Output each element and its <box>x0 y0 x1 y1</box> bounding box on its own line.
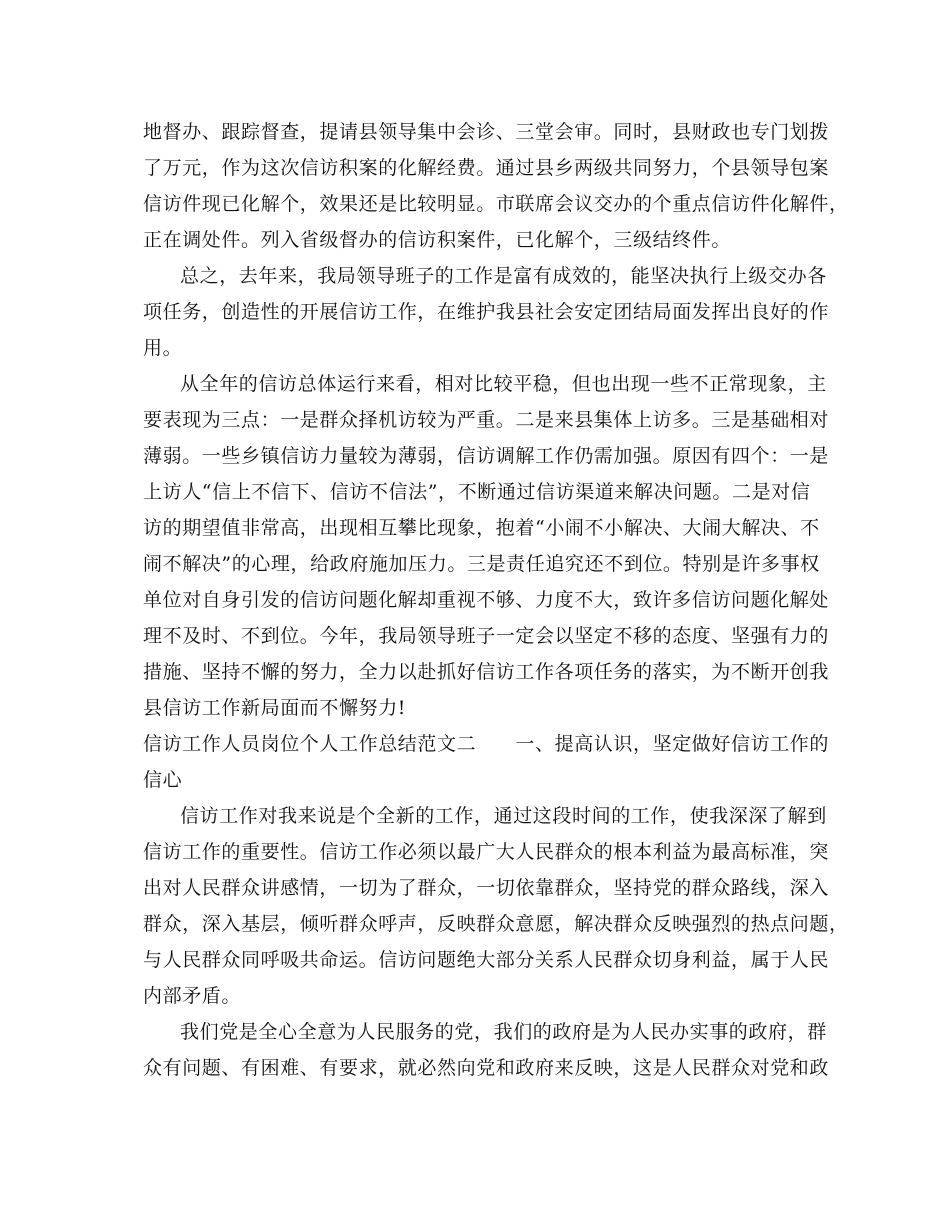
text-line: 措施、坚持不懈的努力，全力以赴抓好信访工作各项任务的落实，为不断开创我 <box>143 661 830 683</box>
text-line: 县信访工作新局面而不懈努力! <box>143 697 407 719</box>
text-line: 薄弱。一些乡镇信访力量较为薄弱，信访调解工作仍需加强。原因有四个：一是 <box>143 445 830 467</box>
text-line: 出对人民群众讲感情，一切为了群众，一切依靠群众，坚持党的群众路线，深入 <box>143 877 830 899</box>
section-title-line: 信访工作人员岗位个人工作总结范文二 一、提高认识，坚定做好信访工作的 <box>143 733 830 755</box>
text-line: 要表现为三点：一是群众择机访较为严重。二是来县集体上访多。三是基础相对 <box>143 409 830 431</box>
text-line: 访的期望值非常高，出现相互攀比现象，抱着“小闹不小解决、大闹大解决、不 <box>143 517 820 539</box>
text-line: 了万元，作为这次信访积案的化解经费。通过县乡两级共同努力，个县领导包案 <box>143 157 830 179</box>
text-line: 信访工作的重要性。信访工作必须以最广大人民群众的根本利益为最高标准，突 <box>143 841 830 863</box>
text-line: 众有问题、有困难、有要求，就必然向党和政府来反映，这是人民群众对党和政 <box>143 1057 830 1079</box>
text-line: 内部矛盾。 <box>143 985 242 1007</box>
text-line: 信访工作对我来说是个全新的工作，通过这段时间的工作，使我深深了解到 <box>180 805 827 827</box>
text-line: 正在调处件。列入省级督办的信访积案件，已化解个，三级结终件。 <box>143 229 732 251</box>
text-line: 总之，去年来，我局领导班子的工作是富有成效的，能坚决执行上级交办各 <box>180 265 827 287</box>
text-line: 群众，深入基层，倾听群众呼声，反映群众意愿，解决群众反映强烈的热点问题， <box>143 913 849 935</box>
text-line: 与人民群众同呼吸共命运。信访问题绝大部分关系人民群众切身利益，属于人民 <box>143 949 830 971</box>
text-line: 上访人“信上不信下、信访不信法”，不断通过信访渠道来解决问题。二是对信 <box>143 481 811 503</box>
section-title-line: 信心 <box>143 769 183 791</box>
text-line: 信访件现已化解个，效果还是比较明显。市联席会议交办的个重点信访件化解件， <box>143 193 849 215</box>
text-line: 用。 <box>143 337 183 359</box>
text-line: 闹不解决”的心理，给政府施加压力。三是责任追究还不到位。特别是许多事权 <box>143 553 820 575</box>
text-line: 从全年的信访总体运行来看，相对比较平稳，但也出现一些不正常现象，主 <box>180 373 827 395</box>
text-line: 单位对自身引发的信访问题化解却重视不够、力度不大，致许多信访问题化解处 <box>143 589 830 611</box>
text-line: 我们党是全心全意为人民服务的党，我们的政府是为人民办实事的政府，群 <box>180 1021 827 1043</box>
text-line: 地督办、跟踪督查，提请县领导集中会诊、三堂会审。同时，县财政也专门划拨 <box>143 121 830 143</box>
text-line: 理不及时、不到位。今年，我局领导班子一定会以坚定不移的态度、坚强有力的 <box>143 625 830 647</box>
text-line: 项任务，创造性的开展信访工作，在维护我县社会安定团结局面发挥出良好的作 <box>143 301 830 323</box>
